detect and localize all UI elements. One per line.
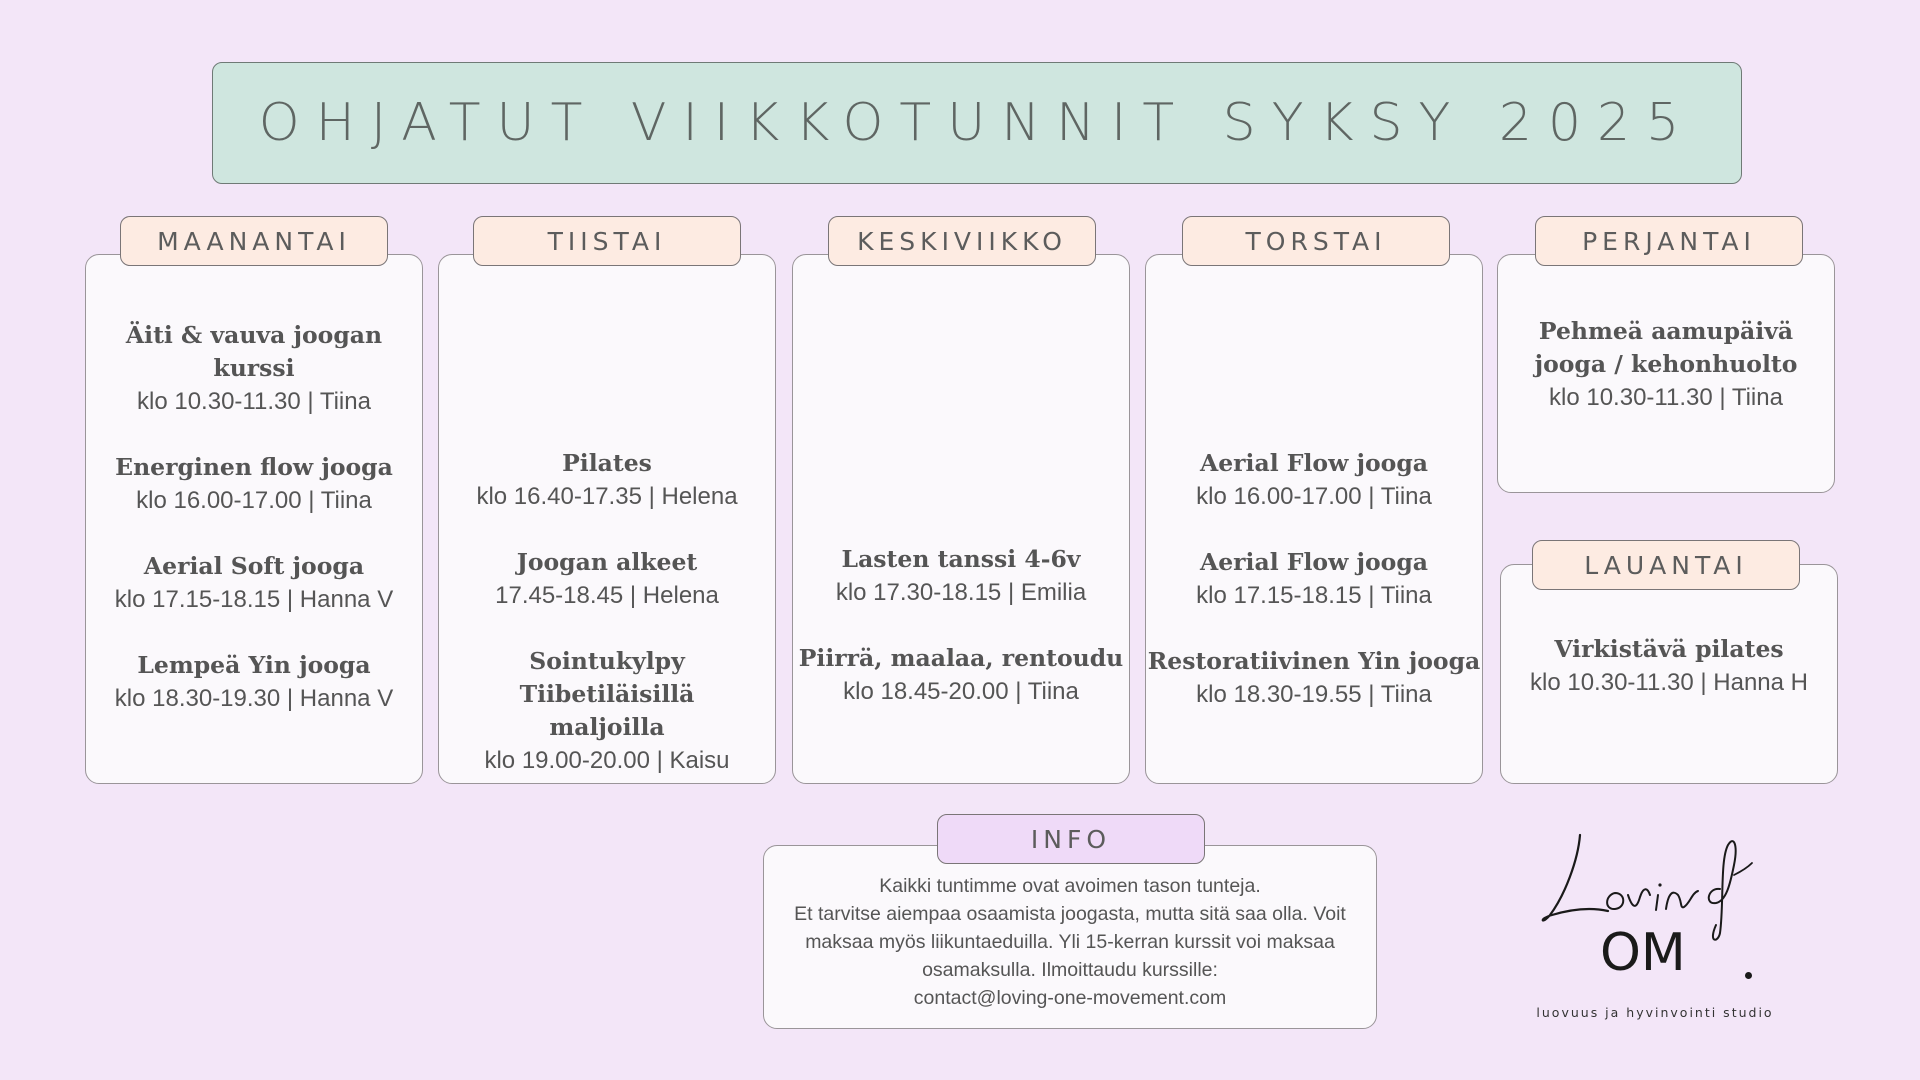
class-time: klo 17.15-18.15 | Tiina bbox=[1196, 582, 1432, 609]
info-text bbox=[774, 872, 1366, 1012]
day-card-lauantai bbox=[1500, 564, 1838, 784]
class-time: klo 16.40-17.35 | Helena bbox=[476, 483, 738, 510]
info-line: Et tarvitse aiempaa osaamista joogasta, mutta sitä saa olla. Voit bbox=[794, 903, 1346, 925]
info-line: maksaa myös liikuntaeduilla. Yli 15-kerran kurssit voi maksaa bbox=[805, 931, 1335, 953]
class-name: Äiti & vauva joogan kurssi bbox=[125, 321, 383, 382]
class-item bbox=[86, 550, 422, 616]
class-time: klo 18.30-19.55 | Tiina bbox=[1196, 681, 1432, 708]
class-item bbox=[439, 447, 775, 513]
class-name: Piirrä, maalaa, rentoudu bbox=[798, 644, 1124, 672]
day-tab-perjantai: PERJANTAI bbox=[1535, 216, 1803, 266]
class-name: Aerial Flow jooga bbox=[1199, 449, 1429, 477]
info-line: contact@loving-one-movement.com bbox=[913, 987, 1227, 1009]
class-name: Pilates bbox=[562, 449, 652, 477]
class-item bbox=[793, 543, 1129, 609]
class-time: klo 10.30-11.30 | Tiina bbox=[137, 388, 371, 415]
class-name: Lasten tanssi 4-6v bbox=[841, 545, 1081, 573]
class-time: klo 16.00-17.00 | Tiina bbox=[1196, 483, 1432, 510]
class-time: klo 16.00-17.00 | Tiina bbox=[136, 487, 372, 514]
class-item bbox=[1146, 447, 1482, 513]
day-card-perjantai bbox=[1497, 254, 1835, 493]
class-time: klo 18.30-19.30 | Hanna V bbox=[114, 685, 394, 712]
class-name: Sointukylpy Tiibetiläisillä bbox=[519, 647, 695, 708]
day-card-maanantai bbox=[85, 254, 423, 784]
logo-brand: OM bbox=[1600, 923, 1686, 983]
class-time: klo 17.30-18.15 | Emilia bbox=[835, 579, 1087, 606]
brand-logo bbox=[1520, 815, 1790, 1025]
day-tab-lauantai: LAUANTAI bbox=[1532, 540, 1800, 590]
day-tab-tiistai: TIISTAI bbox=[473, 216, 741, 266]
info-line: Kaikki tuntimme ovat avoimen tason tunteja. bbox=[879, 875, 1261, 897]
info-tab: INFO bbox=[937, 814, 1205, 864]
title-banner bbox=[212, 62, 1742, 184]
class-time: 17.45-18.45 | Helena bbox=[495, 582, 719, 609]
day-tab-maanantai: MAANANTAI bbox=[120, 216, 388, 266]
class-time: klo 10.30-11.30 | Hanna H bbox=[1530, 669, 1808, 696]
class-item bbox=[1146, 645, 1482, 711]
class-time: klo 10.30-11.30 | Tiina bbox=[1549, 384, 1783, 411]
class-item bbox=[1498, 315, 1834, 414]
class-name: Virkistävä pilates bbox=[1554, 635, 1784, 663]
class-name: maljoilla bbox=[549, 713, 665, 741]
logo-dot-icon bbox=[1745, 972, 1752, 979]
class-item bbox=[439, 546, 775, 612]
class-item bbox=[1146, 546, 1482, 612]
class-name: jooga / kehonhuolto bbox=[1534, 350, 1798, 378]
day-card-keskiviikko bbox=[792, 254, 1130, 784]
class-name: Energinen flow jooga bbox=[115, 453, 393, 481]
class-item bbox=[439, 645, 775, 777]
info-line: osamaksulla. Ilmoittaudu kurssille: bbox=[922, 959, 1218, 981]
day-card-torstai bbox=[1145, 254, 1483, 784]
class-time: klo 18.45-20.00 | Tiina bbox=[843, 678, 1079, 705]
class-name: Aerial Soft jooga bbox=[143, 552, 365, 580]
class-item bbox=[86, 451, 422, 517]
day-card-tiistai bbox=[438, 254, 776, 784]
class-name: Joogan alkeet bbox=[516, 548, 698, 576]
class-item bbox=[86, 649, 422, 715]
class-name: Pehmeä aamupäivä bbox=[1538, 317, 1794, 345]
class-time: klo 17.15-18.15 | Hanna V bbox=[114, 586, 394, 613]
info-card bbox=[763, 845, 1377, 1029]
class-name: Restoratiivinen Yin jooga bbox=[1147, 647, 1481, 675]
class-item bbox=[793, 642, 1129, 708]
page-title: OHJATUT VIIKKOTUNNIT SYKSY 2025 bbox=[258, 93, 1696, 153]
class-item bbox=[86, 319, 422, 418]
day-tab-torstai: TORSTAI bbox=[1182, 216, 1450, 266]
class-name: Lempeä Yin jooga bbox=[137, 651, 371, 679]
class-item bbox=[1501, 633, 1837, 699]
class-time: klo 19.00-20.00 | Kaisu bbox=[484, 747, 730, 774]
class-name: Aerial Flow jooga bbox=[1199, 548, 1429, 576]
logo-tagline: luovuus ja hyvinvointi studio bbox=[1536, 1005, 1774, 1020]
day-tab-keskiviikko: KESKIVIIKKO bbox=[828, 216, 1096, 266]
